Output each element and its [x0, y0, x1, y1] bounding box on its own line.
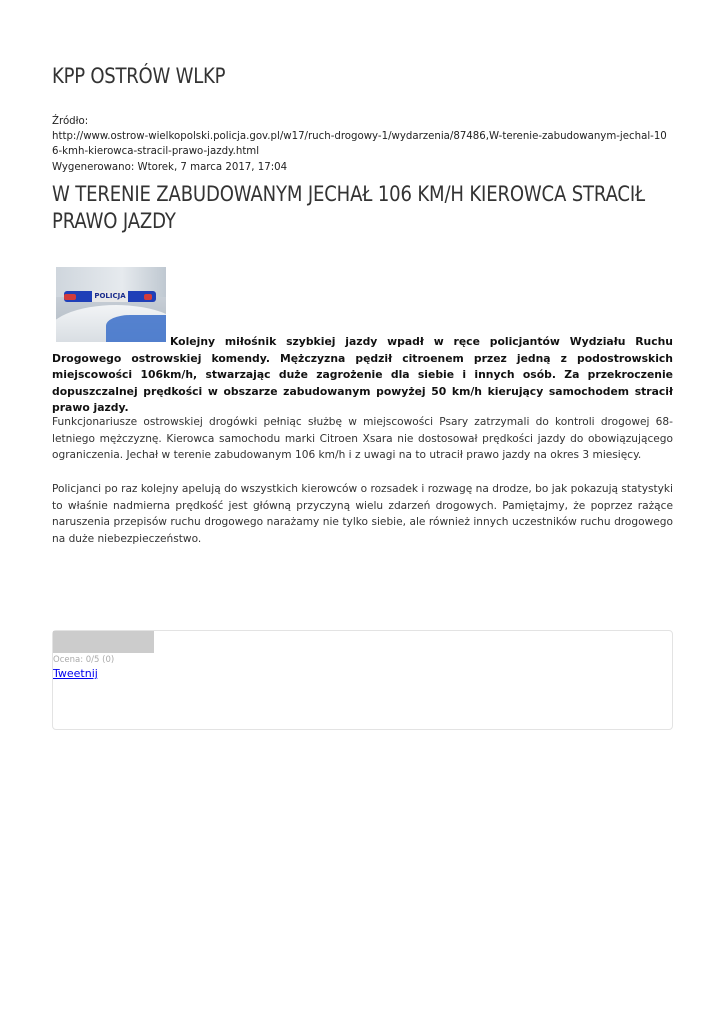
rating-stars[interactable] [53, 631, 154, 653]
article-paragraph-1: Funkcjonariusze ostrowskiej drogówki pełniąc służbę w miejscowości Psary zatrzymali do kontroli drogowej 68-letniego mężczyznę. Kierowca samochodu marki Citroen Xsara nie dostosował prędkości jazdy do obowiązującego ograniczenia. Jechał w terenie zabudowanym 106 km/h i z uwagi na to utracił prawo jazdy na okres 3 miesięcy. [52, 416, 673, 462]
article-photo [56, 267, 166, 342]
photo-lightbar [64, 291, 156, 302]
article-paragraph-2: Policjanci po raz kolejny apelują do wszystkich kierowców o rozsadek i rozwagę na drodze, bo jak pokazują statystyki to właśnie nadmierna prędkość jest główną przyczyną wielu zdarzeń drogowych. Pamiętajmy, że poprzez rażące naruszenia przepisów ruchu drogowego narażamy nie tylko siebie, ale również innych uczestników ruchu drogowego na duże niebezpieczeństwo. [52, 483, 673, 545]
generated-date: Wygenerowano: Wtorek, 7 marca 2017, 17:04 [52, 161, 288, 173]
source-label: Źródło: [52, 116, 89, 127]
article-title: W TERENIE ZABUDOWANYM JECHAŁ 106 KM/H KIEROWCA STRACIŁ PRAWO JAZDY [52, 182, 646, 234]
article-lead-text: Kolejny miłośnik szybkiej jazdy wpadł w ręce policjantów Wydziału Ruchu Drogowego ostrowskiej komendy. Mężczyzna pędził citroenem przez jedną z podostrowskich miejscowości 106km/h, stwarzając duże zagrożenie dla siebie i innych osób. Za przekroczenie dopuszczalnej prędkości w obszarze zabudowanym powyżej 50 km/h kierujący samochodem stracił prawo jazdy. [52, 335, 673, 415]
photo-police-badge: POLICJA [92, 291, 128, 302]
site-title: KPP OSTRÓW WLKP [52, 64, 226, 88]
photo-light-red-right [144, 294, 152, 300]
article-lead [52, 334, 673, 417]
source-url: http://www.ostrow-wielkopolski.policja.gov.pl/w17/ruch-drogowy-1/wydarzenia/87486,W-terenie-zabudowanym-jechal-106-kmh-kierowca-stracil-prawo-jazdy.html [52, 131, 667, 158]
source-meta [52, 114, 673, 175]
rating-label: Ocena: 0/5 (0) [53, 655, 115, 665]
rating-box [52, 630, 673, 730]
tweet-link[interactable]: Tweetnij [53, 667, 98, 680]
photo-light-red-left [64, 294, 76, 300]
